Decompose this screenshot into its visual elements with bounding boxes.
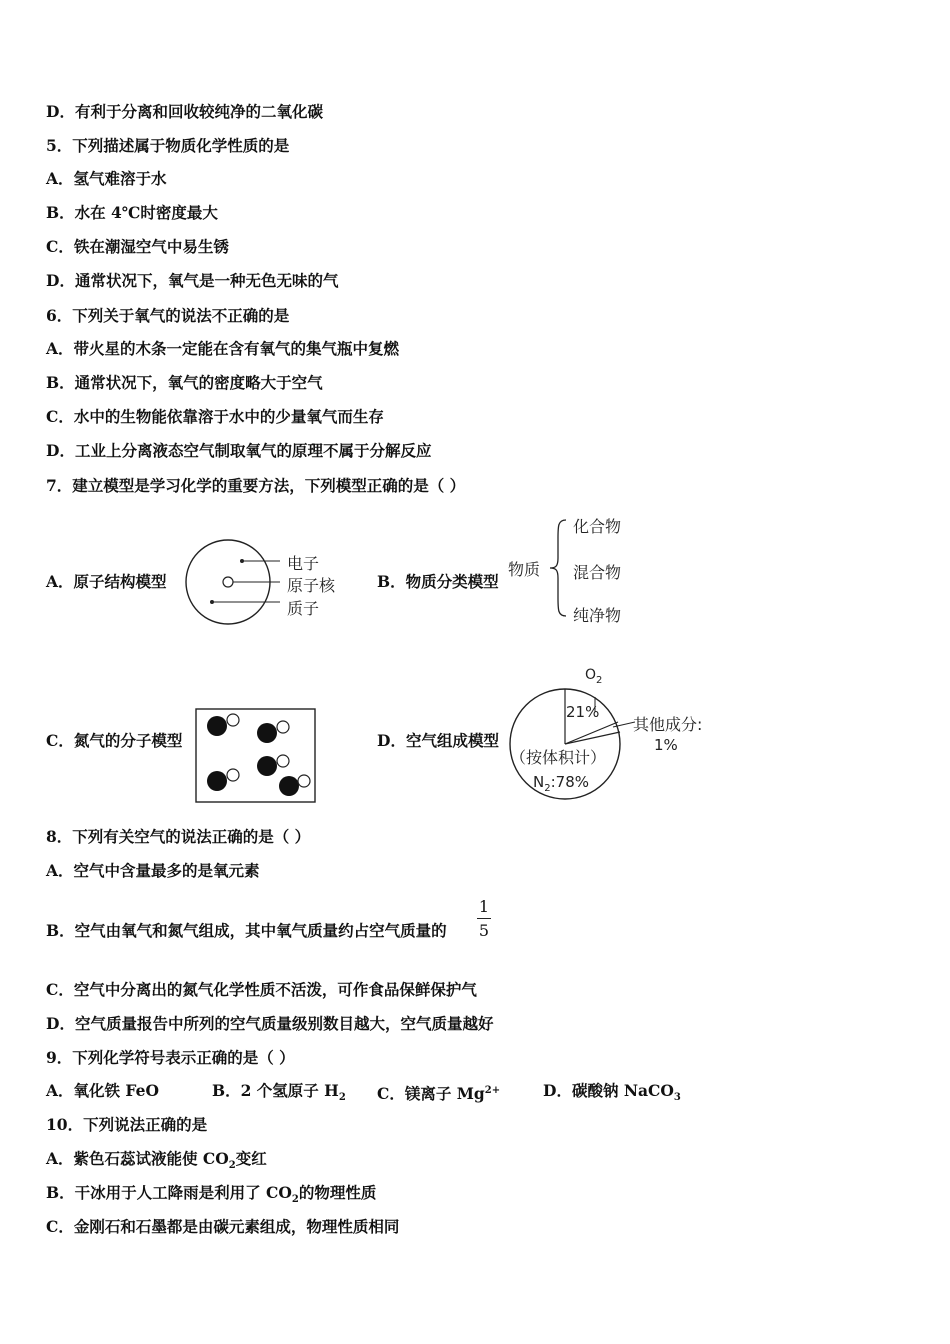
nucleus-circle xyxy=(223,577,233,587)
q6-stem: 6．下列关于氧气的说法不正确的是 xyxy=(46,306,290,325)
q9-option-c-text: C．镁离子 Mg xyxy=(377,1084,485,1104)
q6-option-d: D．工业上分离液态空气制取氧气的原理不属于分解反应 xyxy=(46,441,432,460)
q5-option-b: B．水在 4℃时密度最大 xyxy=(46,203,218,222)
atom-label-nucleus: 原子核 xyxy=(287,576,336,595)
q10-option-a-post: 变红 xyxy=(235,1149,267,1168)
q5-option-d: D．通常状况下，氧气是一种无色无味的气 xyxy=(46,271,339,290)
q6-option-b: B．通常状况下，氧气的密度略大于空气 xyxy=(46,373,323,392)
pie-other-label: 其他成分: xyxy=(633,715,703,734)
fraction-numerator: 1 xyxy=(478,897,490,916)
q8-option-b: B．空气由氧气和氮气组成，其中氧气质量约占空气质量的 xyxy=(46,921,447,940)
q10-option-b-pre: B．干冰用于人工降雨是利用了 CO xyxy=(46,1183,292,1202)
n2-symbol: N xyxy=(533,773,545,791)
q10-option-a-pre: A．紫色石蕊试液能使 CO xyxy=(46,1149,229,1168)
q9-option-b-text: B．2 个氢原子 H xyxy=(212,1081,339,1100)
classify-item-compound: 化合物 xyxy=(573,517,622,536)
molecule-1 xyxy=(207,714,239,736)
q9-option-d-text: D．碳酸钠 NaCO xyxy=(543,1081,674,1100)
q6-option-a: A．带火星的木条一定能在含有氧气的集气瓶中复燃 xyxy=(46,339,400,358)
pie-volume-note: （按体积计） xyxy=(510,748,607,767)
atom-label-electron: 电子 xyxy=(287,554,320,573)
q7-stem: 7．建立模型是学习化学的重要方法，下列模型正确的是（ ） xyxy=(46,476,466,495)
q6-option-c: C．水中的生物能依靠溶于水中的少量氧气而生存 xyxy=(46,407,384,426)
q5-option-c: C．铁在潮湿空气中易生锈 xyxy=(46,237,229,256)
molecule-2 xyxy=(257,721,289,743)
q9-option-c-sup: 2+ xyxy=(484,1085,501,1096)
classify-item-pure: 纯净物 xyxy=(573,606,622,625)
pie-other-percent: 1% xyxy=(654,736,678,754)
fraction-denominator: 5 xyxy=(478,921,490,940)
classify-item-mixture: 混合物 xyxy=(573,563,622,582)
pie-radius-other xyxy=(565,732,620,744)
q10-option-b-post: 的物理性质 xyxy=(298,1183,377,1202)
q10-option-b-sub: 2 xyxy=(291,1194,299,1206)
molecule-3 xyxy=(207,769,239,791)
q7-option-c: C．氮气的分子模型 xyxy=(46,731,183,750)
q10-option-b xyxy=(46,1183,376,1210)
q9-option-b xyxy=(212,1081,346,1108)
q7-option-d: D．空气组成模型 xyxy=(377,731,499,750)
q9-option-d-sub: 3 xyxy=(673,1092,681,1104)
q5-stem: 5．下列描述属于物质化学性质的是 xyxy=(46,136,290,155)
atom-label-proton: 质子 xyxy=(287,599,320,618)
q9-option-a: A．氧化铁 FeO xyxy=(46,1081,159,1100)
q8-option-a: A．空气中含量最多的是氧元素 xyxy=(46,861,260,880)
pie-radius-o2 xyxy=(565,722,618,744)
q5-option-a: A．氢气难溶于水 xyxy=(46,169,167,188)
q7-option-b: B．物质分类模型 xyxy=(377,572,499,591)
q9-option-b-sub: 2 xyxy=(338,1092,346,1104)
q8-stem: 8．下列有关空气的说法正确的是（ ） xyxy=(46,827,311,846)
q9-option-c xyxy=(377,1081,500,1104)
molecule-5 xyxy=(279,775,310,796)
q7-option-a: A．原子结构模型 xyxy=(46,572,167,591)
pie-o2-label xyxy=(585,667,602,686)
o2-symbol: O xyxy=(585,667,597,683)
nitrogen-molecule-diagram xyxy=(195,708,317,804)
q10-stem: 10．下列说法正确的是 xyxy=(46,1115,208,1134)
molecule-4 xyxy=(257,755,289,776)
pie-o2-percent: 21% xyxy=(566,703,600,721)
fraction-one-fifth xyxy=(477,897,491,940)
q9-stem: 9．下列化学符号表示正确的是（ ） xyxy=(46,1048,295,1067)
atom-model-diagram xyxy=(180,537,280,627)
q10-option-a-sub: 2 xyxy=(228,1160,236,1172)
o2-subscript: 2 xyxy=(596,674,603,686)
q10-option-a xyxy=(46,1149,267,1176)
n2-percent: :78% xyxy=(550,773,590,791)
q8-option-c: C．空气中分离出的氮气化学性质不活泼，可作食品保鲜保护气 xyxy=(46,980,477,999)
q4-option-d: D．有利于分离和回收较纯净的二氧化碳 xyxy=(46,102,323,121)
n2-subscript: 2 xyxy=(544,783,551,794)
classify-root: 物质 xyxy=(508,560,541,579)
q10-option-c: C．金刚石和石墨都是由碳元素组成，物理性质相同 xyxy=(46,1217,400,1236)
classify-brace xyxy=(548,518,570,618)
q8-option-d: D．空气质量报告中所列的空气质量级别数目越大，空气质量越好 xyxy=(46,1014,494,1033)
q9-option-d xyxy=(543,1081,681,1108)
pie-n2-label xyxy=(533,773,589,794)
